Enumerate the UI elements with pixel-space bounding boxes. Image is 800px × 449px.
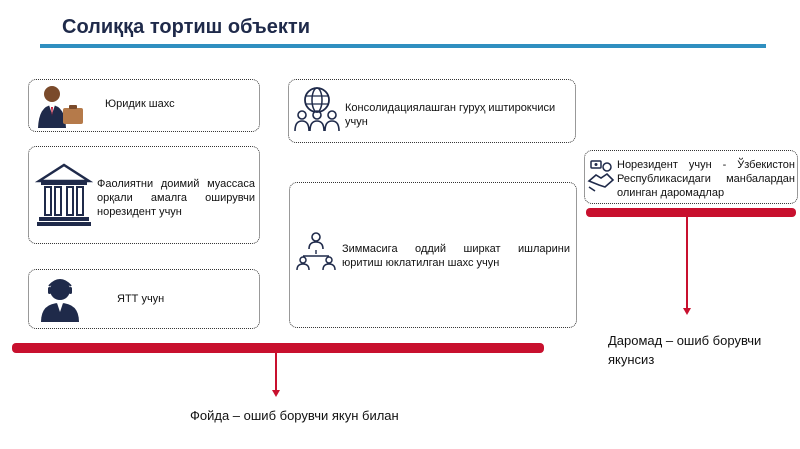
card-consolidated-group — [288, 79, 576, 143]
businessman-icon — [35, 84, 87, 130]
nonresident-line-1: Норезидент учун - Ўзбекистон — [617, 159, 795, 171]
building-icon — [35, 161, 93, 227]
income-arrow-head — [683, 308, 691, 315]
nonresident-line-2: Республикасидаги манбалардан — [617, 173, 795, 185]
people-network-icon — [294, 231, 338, 271]
card-nonresident-income — [584, 150, 798, 204]
pe-line-3: норезидент учун — [97, 206, 182, 218]
income-caption-line-1: Даромад – ошиб борувчи — [608, 333, 762, 348]
profit-arrow-line — [275, 353, 277, 391]
handshake-money-icon — [587, 159, 615, 193]
card-legal-entity — [28, 79, 260, 132]
right-group-bracket — [586, 208, 796, 217]
left-group-bracket — [12, 343, 544, 353]
card-permanent-establishment — [28, 146, 260, 244]
page-title: Солиққа тортиш объекти — [62, 16, 310, 38]
sole-proprietor-label: ЯТТ учун — [117, 293, 165, 305]
title-underline — [40, 44, 766, 48]
person-icon — [39, 276, 81, 322]
legal-entity-label: Юридик шахс — [105, 98, 175, 110]
consolidated-group-label: Консолидациялашган гуруҳ иштирокчиси учун — [345, 102, 556, 128]
pe-line-2: орқали амалга оширувчи — [97, 192, 255, 204]
income-arrow-line — [686, 217, 688, 309]
profit-caption: Фойда – ошиб борувчи якун билан — [190, 408, 399, 423]
partnership-line-1: Зиммасига оддий ширкат ишларини — [342, 243, 570, 255]
partnership-line-2: юритиш юклатилган шахс учун — [342, 257, 500, 269]
consortium-icon — [292, 86, 342, 134]
card-sole-proprietor — [28, 269, 260, 329]
nonresident-line-3: олинган даромадлар — [617, 187, 725, 199]
income-caption-line-2: якунсиз — [608, 352, 655, 367]
card-simple-partnership — [289, 182, 577, 328]
profit-arrow-head — [272, 390, 280, 397]
pe-line-1: Фаолиятни доимий муассаса — [97, 178, 255, 190]
